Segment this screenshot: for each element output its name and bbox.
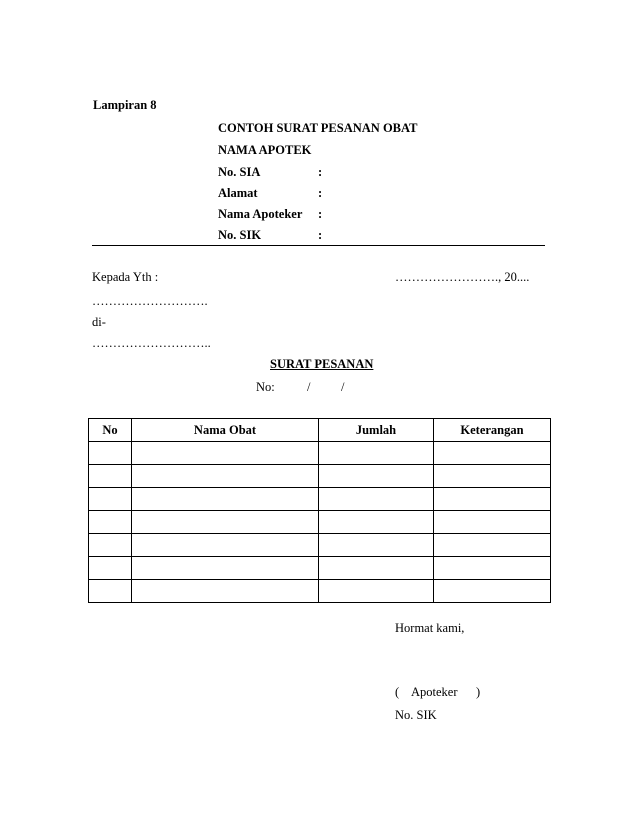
table-cell (434, 442, 551, 465)
table-row (89, 580, 551, 603)
table-row (89, 442, 551, 465)
field-colon-sia: : (318, 165, 323, 179)
table-cell (434, 580, 551, 603)
table-cell (89, 534, 132, 557)
table-cell (89, 465, 132, 488)
field-label-sik: No. SIK (218, 228, 262, 242)
table-cell (132, 580, 319, 603)
field-label-apoteker: Nama Apoteker (218, 207, 303, 221)
table-cell (89, 442, 132, 465)
table-cell (319, 488, 434, 511)
table-header-row (89, 419, 551, 442)
table-cell (434, 534, 551, 557)
table-cell (89, 511, 132, 534)
addressee-dots: ………………………. (92, 294, 208, 308)
field-label-alamat: Alamat (218, 186, 258, 200)
surat-no-slash-2: / (341, 380, 345, 394)
surat-no-label: No: (256, 380, 275, 394)
signature-sik: No. SIK (395, 708, 437, 722)
col-header-no: No (89, 419, 132, 442)
table-cell (319, 557, 434, 580)
table-cell (319, 580, 434, 603)
table-cell (319, 511, 434, 534)
col-header-keterangan: Keterangan (434, 419, 551, 442)
table-cell (132, 465, 319, 488)
signature-close-paren: ) (476, 685, 481, 699)
di-label: di- (92, 315, 106, 329)
surat-pesanan-title: SURAT PESANAN (270, 357, 374, 371)
table-cell (434, 465, 551, 488)
table-cell (132, 488, 319, 511)
table-row (89, 511, 551, 534)
col-header-jumlah: Jumlah (319, 419, 434, 442)
kepada-label: Kepada Yth : (92, 270, 159, 284)
table-cell (434, 557, 551, 580)
surat-no-slash-1: / (307, 380, 311, 394)
table-cell (319, 465, 434, 488)
table-cell (434, 488, 551, 511)
table-row (89, 488, 551, 511)
closing-greeting: Hormat kami, (395, 621, 465, 635)
col-header-nama-obat: Nama Obat (132, 419, 319, 442)
table-row (89, 557, 551, 580)
signature-open-paren: ( (395, 685, 400, 699)
table-row (89, 465, 551, 488)
table-cell (132, 534, 319, 557)
field-colon-apoteker: : (318, 207, 323, 221)
table-cell (132, 557, 319, 580)
apotek-name: NAMA APOTEK (218, 143, 312, 157)
table-cell (89, 488, 132, 511)
table-cell (132, 511, 319, 534)
field-colon-alamat: : (318, 186, 323, 200)
table-cell (434, 511, 551, 534)
table-row (89, 534, 551, 557)
table-cell (319, 442, 434, 465)
table-cell (89, 580, 132, 603)
lampiran-label: Lampiran 8 (93, 98, 157, 112)
signature-role: Apoteker (411, 685, 458, 699)
order-table (88, 418, 551, 603)
document-title: CONTOH SURAT PESANAN OBAT (218, 121, 418, 135)
header-divider (92, 245, 545, 246)
table-cell (132, 442, 319, 465)
date-placeholder: ……………………., 20.... (395, 270, 530, 284)
table-cell (89, 557, 132, 580)
table-cell (319, 534, 434, 557)
field-colon-sik: : (318, 228, 323, 242)
field-label-sia: No. SIA (218, 165, 261, 179)
location-dots: ……………………….. (92, 336, 211, 350)
